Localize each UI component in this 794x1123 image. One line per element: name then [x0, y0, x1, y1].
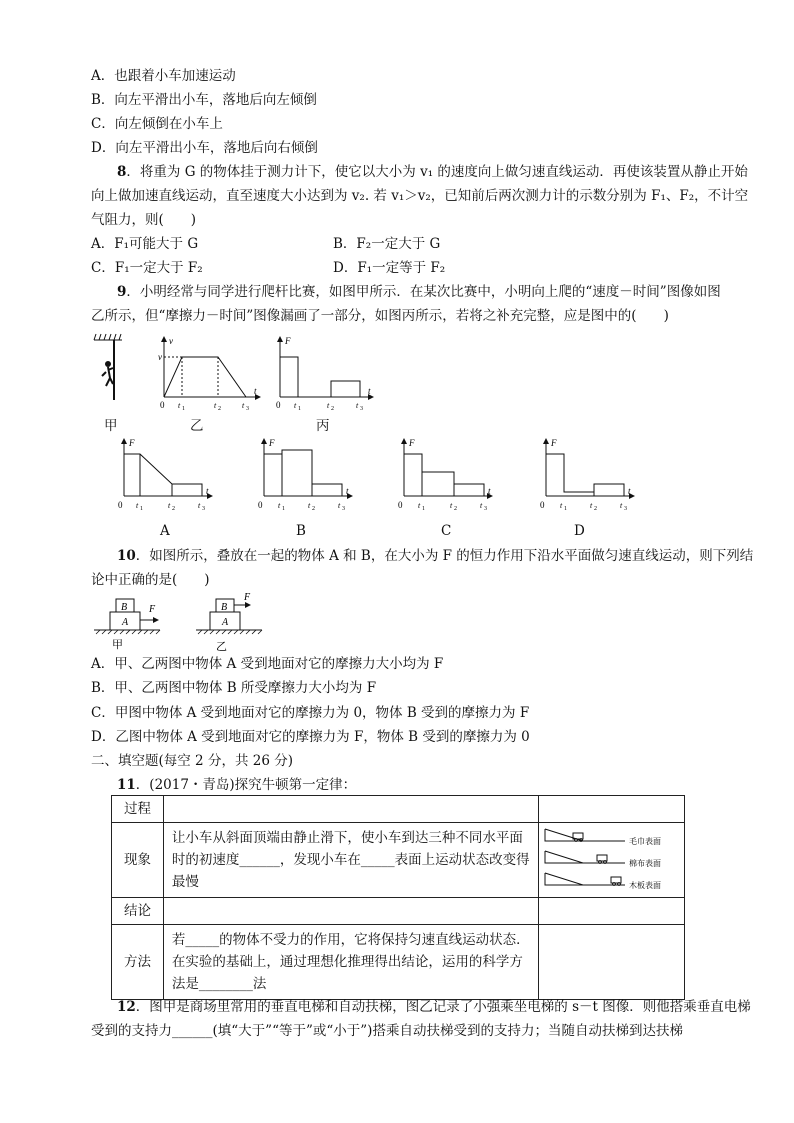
q11-method-text: 若_____的物体不受力的作用，它将保持匀速直线运动状态．在实验的基础上，通过理想化推理得出结论，运用的科学方法是________法	[163, 925, 538, 1000]
svg-text:B: B	[121, 602, 128, 613]
q12-stem-line1: 12．图甲是商场里常用的垂直电梯和自动扶梯，图乙记录了小强乘坐电梯的 s－t 图像．则他搭乘垂直电梯	[117, 999, 751, 1015]
svg-text:3: 3	[360, 406, 363, 412]
svg-text:F: F	[409, 438, 415, 448]
svg-text:t: t	[327, 401, 330, 410]
q12-stem-line2: 受到的支持力______(填“大于”“等于”或“小于”)搭乘自动扶梯受到的支持力；当随自动扶梯到达扶梯	[91, 1023, 683, 1039]
option-d-graph	[540, 438, 634, 512]
q11-number: 11	[117, 777, 136, 793]
axis-label-v: v	[169, 336, 173, 346]
svg-text:t: t	[480, 501, 483, 510]
q9-number: 9	[117, 284, 127, 300]
q8-option-a: A．F₁可能大于 G	[91, 236, 199, 252]
figure-bing-friction-time-graph	[276, 336, 373, 412]
figure-yi-velocity-time-graph	[158, 336, 260, 412]
svg-text:3: 3	[202, 506, 205, 512]
svg-text:t: t	[368, 386, 371, 396]
svg-text:1: 1	[140, 506, 143, 512]
svg-text:B: B	[221, 602, 228, 613]
figure-jia-blocks	[94, 599, 160, 634]
q11-row-conclusion-label: 结论	[112, 898, 164, 925]
svg-text:t: t	[628, 486, 631, 496]
q9-stem-line1: 9．小明经常与同学进行爬杆比赛，如图甲所示．在某次比赛中，小明向上爬的“速度－时间”图像如图	[117, 284, 721, 300]
figure-jia-climber	[94, 334, 122, 400]
q10-figure	[92, 592, 272, 654]
svg-text:t: t	[278, 501, 281, 510]
svg-text:t: t	[178, 401, 181, 410]
q11-row-process-label: 过程	[112, 796, 164, 823]
q10-option-a: A．甲、乙两图中物体 A 受到地面对它的摩擦力大小均为 F	[91, 656, 444, 672]
svg-text:t: t	[294, 401, 297, 410]
svg-text:1: 1	[182, 406, 185, 412]
fig-label-yi: 乙	[190, 418, 204, 434]
svg-text:2: 2	[454, 506, 457, 512]
surface-label-cotton: 棉布表面	[629, 859, 661, 868]
option-label-d: D	[574, 523, 585, 539]
fig-label-bing: 丙	[316, 418, 330, 434]
svg-text:t: t	[338, 501, 341, 510]
svg-text:F: F	[269, 438, 275, 448]
svg-text:0: 0	[276, 400, 281, 410]
svg-text:F: F	[149, 604, 156, 615]
svg-text:t: t	[308, 501, 311, 510]
svg-text:t: t	[136, 501, 139, 510]
q11-row-phenomenon-label: 现象	[112, 823, 164, 898]
svg-text:1: 1	[298, 406, 301, 412]
q11-table	[111, 795, 685, 1000]
svg-text:t: t	[254, 386, 257, 396]
q11-phenomenon-text: 让小车从斜面顶端由静止滑下，使小车到达三种不同水平面时的初速度______，发现小车在_____表面上运动状态改变得最慢	[163, 823, 538, 898]
q9-stem-line2: 乙所示，但“摩擦力－时间”图像漏画了一部分，如图丙所示，若将之补充完整，应是图中的( )	[91, 308, 669, 324]
svg-text:1: 1	[282, 506, 285, 512]
svg-text:0: 0	[398, 500, 403, 510]
option-c-graph	[398, 438, 492, 512]
fig-label-yi-q10: 乙	[216, 641, 227, 653]
svg-text:3: 3	[342, 506, 345, 512]
q11-row-method-label: 方法	[112, 925, 164, 1000]
q8-option-d: D．F₁一定等于 F₂	[333, 260, 446, 276]
svg-text:t: t	[356, 401, 359, 410]
svg-text:t: t	[590, 501, 593, 510]
svg-text:t: t	[214, 401, 217, 410]
svg-text:2: 2	[218, 406, 221, 412]
svg-text:t: t	[206, 486, 209, 496]
svg-text:t: t	[488, 486, 491, 496]
svg-text:F: F	[129, 438, 135, 448]
svg-text:3: 3	[246, 406, 249, 412]
q10-option-c: C．甲图中物体 A 受到地面对它的摩擦力为 0，物体 B 受到的摩擦力为 F	[91, 705, 530, 721]
svg-text:1: 1	[564, 506, 567, 512]
svg-text:1: 1	[422, 506, 425, 512]
ramp-wood	[545, 873, 661, 890]
svg-text:F: F	[244, 592, 251, 603]
option-a-graph	[118, 438, 212, 512]
option-b-graph	[258, 438, 352, 512]
q10-number: 10	[117, 548, 136, 564]
svg-text:t: t	[168, 501, 171, 510]
q8-option-c: C．F₁一定大于 F₂	[91, 260, 203, 276]
q7-option-a: A．也跟着小车加速运动	[91, 68, 236, 84]
option-label-b: B	[296, 523, 306, 539]
svg-text:F: F	[551, 438, 557, 448]
section-fill-in-title: 二、填空题(每空 2 分，共 26 分)	[91, 753, 293, 769]
surface-label-towel: 毛巾表面	[629, 837, 661, 846]
option-label-c: C	[441, 523, 452, 539]
q10-stem-line1: 10．如图所示，叠放在一起的物体 A 和 B，在大小为 F 的恒力作用下沿水平面做匀速直线运动，则下列结	[117, 548, 754, 564]
q7-option-d: D．向左平滑出小车，落地后向右倾倒	[91, 140, 318, 156]
q9-option-graphs	[112, 436, 652, 516]
q7-option-b: B．向左平滑出小车，落地后向左倾倒	[91, 92, 317, 108]
svg-text:F: F	[285, 336, 291, 346]
axis-origin: 0	[160, 400, 165, 410]
svg-text:2: 2	[172, 506, 175, 512]
svg-text:2: 2	[594, 506, 597, 512]
q11-stem: 11．(2017・青岛)探究牛顿第一定律：	[117, 777, 357, 793]
q11-surfaces-figure	[539, 823, 685, 898]
q9-figures-top	[88, 332, 388, 432]
ramp-towel	[545, 829, 661, 846]
svg-text:t: t	[450, 501, 453, 510]
ramp-cotton	[545, 851, 661, 868]
svg-text:t: t	[418, 501, 421, 510]
q10-option-b: B．甲、乙两图中物体 B 所受摩擦力大小均为 F	[91, 680, 377, 696]
svg-text:0: 0	[118, 500, 123, 510]
q8-option-b: B．F₂一定大于 G	[333, 236, 441, 252]
svg-text:3: 3	[484, 506, 487, 512]
svg-text:t: t	[198, 501, 201, 510]
fig-label-jia-q10: 甲	[112, 639, 123, 651]
q8-stem-line1: 8．将重为 G 的物体挂于测力计下，使它以大小为 v₁ 的速度向上做匀速直线运动．再使该装置从静止开始	[117, 164, 748, 180]
svg-text:0: 0	[258, 500, 263, 510]
svg-text:2: 2	[331, 406, 334, 412]
axis-tick-v: v	[158, 352, 162, 362]
svg-text:t: t	[346, 486, 349, 496]
svg-text:2: 2	[312, 506, 315, 512]
svg-text:t: t	[620, 501, 623, 510]
q8-number: 8	[117, 164, 127, 180]
q12-number: 12	[117, 999, 136, 1015]
surface-label-wood: 木板表面	[629, 881, 661, 890]
option-label-a: A	[160, 523, 170, 539]
svg-text:3: 3	[624, 506, 627, 512]
svg-text:t: t	[242, 401, 245, 410]
fig-label-jia: 甲	[104, 418, 118, 434]
q7-option-c: C．向左倾倒在小车上	[91, 116, 223, 132]
svg-text:0: 0	[540, 500, 545, 510]
q8-stem-line3: 气阻力，则( )	[91, 212, 197, 228]
svg-text:A: A	[222, 617, 229, 628]
q8-stem-line2: 向上做加速直线运动，直至速度大小达到为 v₂. 若 v₁＞v₂，已知前后两次测力计的示数分别为 F₁、F₂，不计空	[91, 188, 749, 204]
svg-text:A: A	[122, 617, 129, 628]
svg-text:t: t	[560, 501, 563, 510]
q10-stem-line2: 论中正确的是( )	[91, 572, 210, 588]
figure-yi-blocks	[196, 592, 262, 634]
q10-option-d: D．乙图中物体 A 受到地面对它的摩擦力为 F，物体 B 受到的摩擦力为 0	[91, 729, 530, 745]
